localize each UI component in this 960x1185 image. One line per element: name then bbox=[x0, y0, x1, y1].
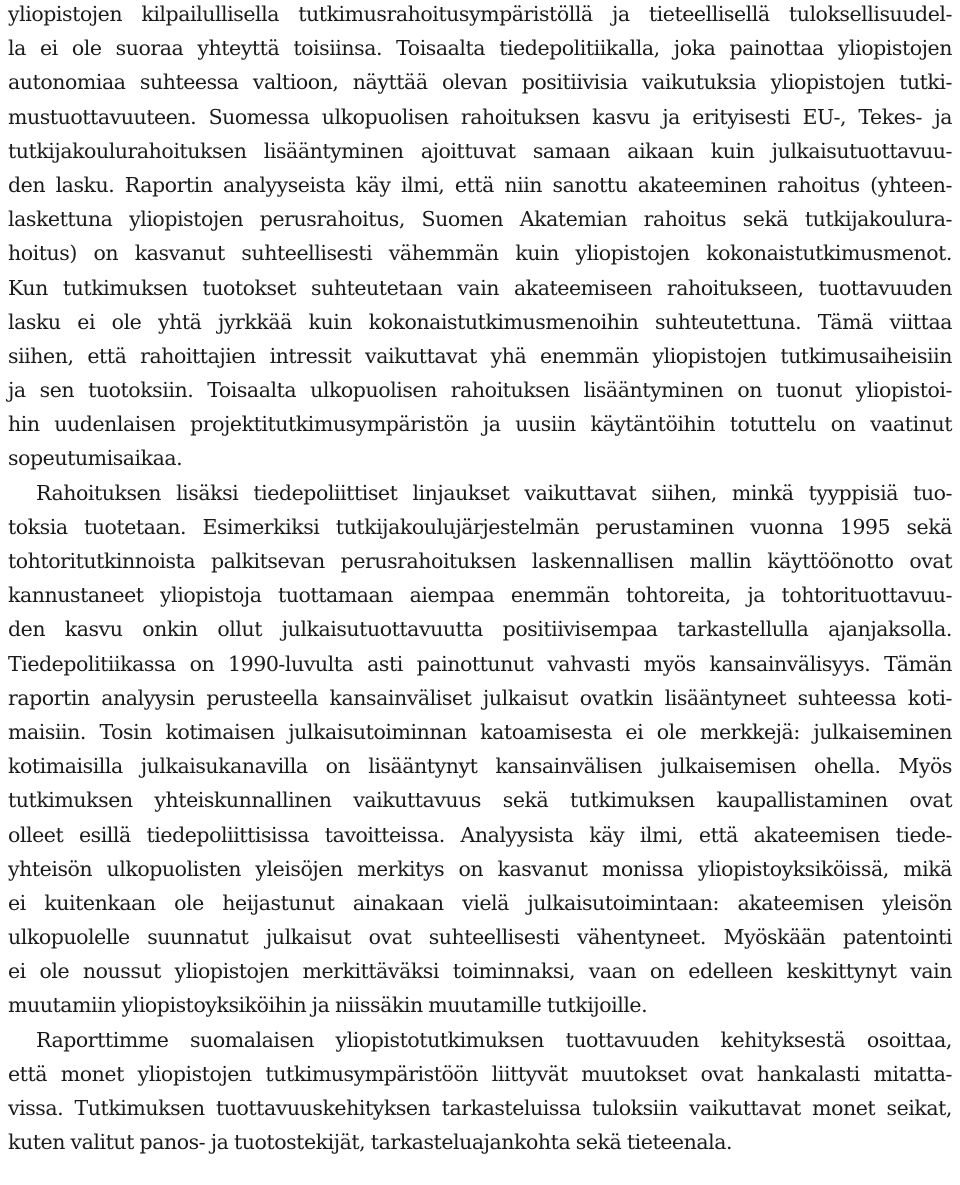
text-line: ja sen tuotoksiin. Toisaalta ulkopuolisen rahoituksen lisääntyminen on tuonut yliopistoi- bbox=[8, 378, 952, 403]
text-line: la ei ole suoraa yhteyttä toisiinsa. Toisaalta tiedepolitiikalla, joka painottaa yliopistojen bbox=[8, 36, 952, 61]
paragraph-1 bbox=[8, 0, 952, 476]
text-line: tohtoritutkinnoista palkitsevan perusrahoituksen laskennallisen mallin käyttöönotto ovat bbox=[8, 549, 952, 573]
text-line: kotimaisilla julkaisukanavilla on lisääntynyt kansainvälisen julkaisemisen ohella. Myös bbox=[8, 754, 952, 779]
text-line: siihen, että rahoittajien intressit vaikuttavat yhä enemmän yliopistojen tutkimusaiheisiin bbox=[8, 343, 952, 368]
document-page bbox=[8, 0, 952, 1159]
text-line: den kasvu onkin ollut julkaisutuottavuutta positiivisempaa tarkastellulla ajanjaksolla. bbox=[8, 617, 952, 642]
text-line: hoitus) on kasvanut suhteellisesti vähemmän kuin yliopistojen kokonaistutkimusmenot. bbox=[8, 241, 952, 266]
text-line: Rahoituksen lisäksi tiedepoliittiset linjaukset vaikuttavat siihen, minkä tyyppisiä tuo- bbox=[36, 480, 952, 505]
text-line: muutamiin yliopistoyksiköihin ja niissäkin muutamille tutkijoille. bbox=[8, 993, 648, 1018]
text-line: tutkijakoulurahoituksen lisääntyminen ajoittuvat samaan aikaan kuin julkaisutuottavuu- bbox=[8, 138, 952, 163]
text-line: ei kuitenkaan ole heijastunut ainakaan vielä julkaisutoimintaan: akateemisen yleisön bbox=[8, 890, 952, 915]
text-line: raportin analyysin perusteella kansainväliset julkaisut ovatkin lisääntyneet suhteessa koti- bbox=[8, 685, 952, 710]
text-line: Kun tutkimuksen tuotokset suhteutetaan vain akateemiseen rahoitukseen, tuottavuuden bbox=[8, 275, 952, 300]
text-line: ulkopuolelle suunnatut julkaisut ovat suhteellisesti vähentyneet. Myöskään patentointi bbox=[8, 925, 952, 950]
text-line: yhteisön ulkopuolisten yleisöjen merkitys on kasvanut monissa yliopistoyksiköissä, mikä bbox=[8, 856, 952, 881]
text-line: hin uudenlaisen projektitutkimusympäristön ja uusiin käytäntöihin totuttelu on vaatinut bbox=[8, 412, 952, 437]
text-line: lasku ei ole yhtä jyrkkää kuin kokonaistutkimusmenoihin suhteutettuna. Tämä viittaa bbox=[8, 309, 952, 334]
text-line: että monet yliopistojen tutkimusympäristöön liittyvät muutokset ovat hankalasti mitatta- bbox=[8, 1061, 952, 1086]
text-line: maisiin. Tosin kotimaisen julkaisutoiminnan katoamisesta ei ole merkkejä: julkaiseminen bbox=[8, 719, 952, 744]
text-line: kannustaneet yliopistoja tuottamaan aiempaa enemmän tohtoreita, ja tohtorituottavuu- bbox=[8, 583, 952, 608]
text-line: ei ole noussut yliopistojen merkittäväksi toiminnaksi, vaan on edelleen keskittynyt vain bbox=[8, 959, 952, 984]
paragraph-3 bbox=[8, 1023, 952, 1160]
text-line: toksia tuotetaan. Esimerkiksi tutkijakoulujärjestelmän perustaminen vuonna 1995 sekä bbox=[8, 514, 952, 539]
text-line: kuten valitut panos- ja tuotostekijät, tarkasteluajankohta sekä tieteenala. bbox=[8, 1130, 733, 1155]
paragraph-2 bbox=[8, 476, 952, 1023]
text-line: Tiedepolitiikassa on 1990-luvulta asti painottunut vahvasti myös kansainvälisyys. Tämän bbox=[8, 651, 952, 676]
text-line: laskettuna yliopistojen perusrahoitus, Suomen Akatemian rahoitus sekä tutkijakoulura- bbox=[8, 207, 952, 232]
text-line: sopeutumisaikaa. bbox=[8, 446, 183, 471]
text-line: Raporttimme suomalaisen yliopistotutkimuksen tuottavuuden kehityksestä osoittaa, bbox=[36, 1027, 952, 1052]
text-line: den lasku. Raportin analyyseista käy ilmi, että niin sanottu akateeminen rahoitus (yhteen- bbox=[8, 172, 952, 197]
text-line: olleet esillä tiedepoliittisissa tavoitteissa. Analyysista käy ilmi, että akateemisen tiede- bbox=[8, 822, 952, 847]
text-line: tutkimuksen yhteiskunnallinen vaikuttavuus sekä tutkimuksen kaupallistaminen ovat bbox=[8, 788, 952, 813]
text-line: yliopistojen kilpailullisella tutkimusrahoitusympäristöllä ja tieteellisellä tuloksellisuudel- bbox=[8, 2, 952, 26]
text-line: vissa. Tutkimuksen tuottavuuskehityksen tarkasteluissa tuloksiin vaikuttavat monet seikat, bbox=[8, 1096, 952, 1120]
text-line: autonomiaa suhteessa valtioon, näyttää olevan positiivisia vaikutuksia yliopistojen tutki- bbox=[8, 70, 952, 95]
text-line: mustuottavuuteen. Suomessa ulkopuolisen rahoituksen kasvu ja erityisesti EU-, Tekes- ja bbox=[8, 104, 952, 129]
